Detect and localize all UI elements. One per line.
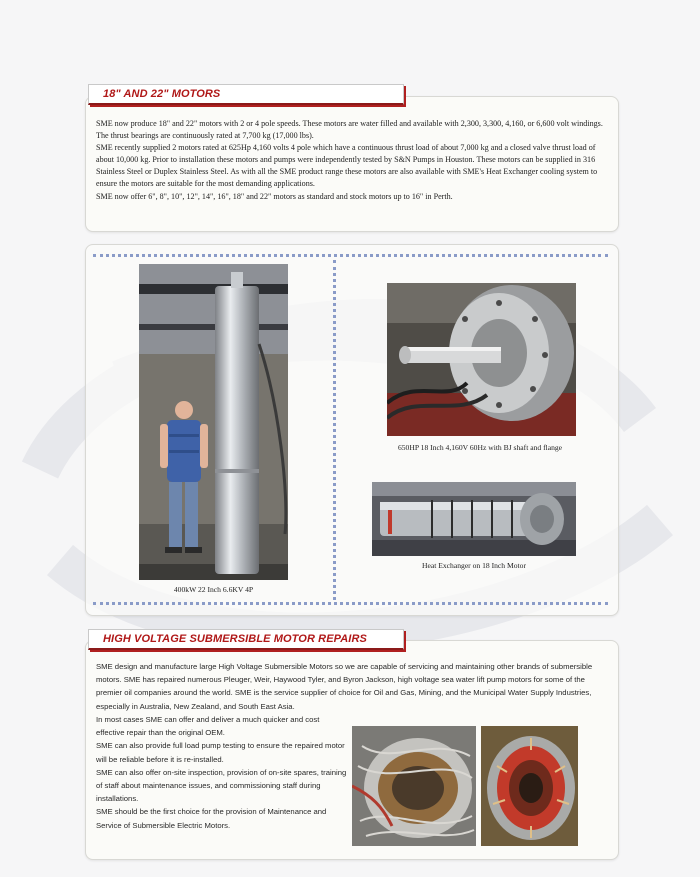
caption-shaft-flange: 650HP 18 Inch 4,160V 60Hz with BJ shaft and flange xyxy=(397,443,563,452)
repairs-intro-text: SME design and manufacture large High Voltage Submersible Motors so we are capable of servicing and maintaining other brands of submersible motors. SME has repaired numerous Pleuger, Weir, Haywood Tyler, and Byron Jackson, high voltage sea water lift pump motors for some of the premier oil companies around the world. SME is the service supplier of choice for Oil and Gas, Mining, and the Municipal Water Supply Industries, especially in Australia, New Zealand, and South East Asia. xyxy=(96,662,593,711)
caption-22-inch-motor: 400kW 22 Inch 6.6KV 4P xyxy=(173,585,254,594)
motors-section-text xyxy=(96,118,608,203)
gallery-dotted-bottom xyxy=(93,602,608,605)
motor-shaft-flange-photo xyxy=(387,283,576,436)
heat-exchanger-photo xyxy=(372,482,576,556)
motor-stator-photo xyxy=(481,726,578,846)
repairs-paragraph-4: SME should be the first choice for the provision of Maintenance and Service of Submersible Electric Motors. xyxy=(96,807,327,830)
repairs-paragraph-1: In most cases SME can offer and deliver a much quicker and cost effective repair than the original OEM. xyxy=(96,715,320,738)
repairs-section-title: HIGH VOLTAGE SUBMERSIBLE MOTOR REPAIRS xyxy=(88,629,404,650)
motors-paragraph-3: SME now offer 6", 8", 10", 12", 14", 16", 18" and 22" motors as standard and stock motors up to 16" in Perth. xyxy=(96,191,453,201)
repairs-paragraph-2: SME can also provide full load pump testing to ensure the repaired motor will be reliable before it is re-installed. xyxy=(96,741,345,764)
repairs-intro xyxy=(96,660,608,713)
motors-paragraph-2: SME recently supplied 2 motors rated at 625Hp 4,160 volts 4 pole which have a continuous thrust load of about 7,000 kg and a closed valve thrust load of about 10,000 kg. Prior to installation these motors and pumps were independently tested by S&N Pumps in Houston. These motors can be supplied in 316 Stainless Steel or Duplex Stainless Steel. As with all the SME product range these motors are also available with SME's Heat Exchanger cooling system to ensure the motors are suitable for the most demanding applications. xyxy=(96,143,598,189)
repairs-paragraph-3: SME can also offer on-site inspection, provision of on-site spares, training of staff about maintenance issues, and commissioning staff during installations. xyxy=(96,767,347,804)
motors-section-title: 18" AND 22" MOTORS xyxy=(88,84,404,105)
repairs-text xyxy=(96,713,348,832)
motors-paragraph-1: SME now produce 18" and 22" motors with 2 or 4 pole speeds. These motors are water filled and available with 2,300, 3,300, 4,160, or 6,600 volt windings. The thrust bearings are continuously rated at 7,700 kg (17,000 lbs). xyxy=(96,119,603,141)
motor-22-inch-photo xyxy=(139,264,288,580)
motor-windings-photo xyxy=(352,726,476,846)
gallery-dotted-divider xyxy=(333,260,336,600)
gallery-dotted-top xyxy=(93,254,608,257)
caption-heat-exchanger: Heat Exchanger on 18 Inch Motor xyxy=(422,561,526,570)
